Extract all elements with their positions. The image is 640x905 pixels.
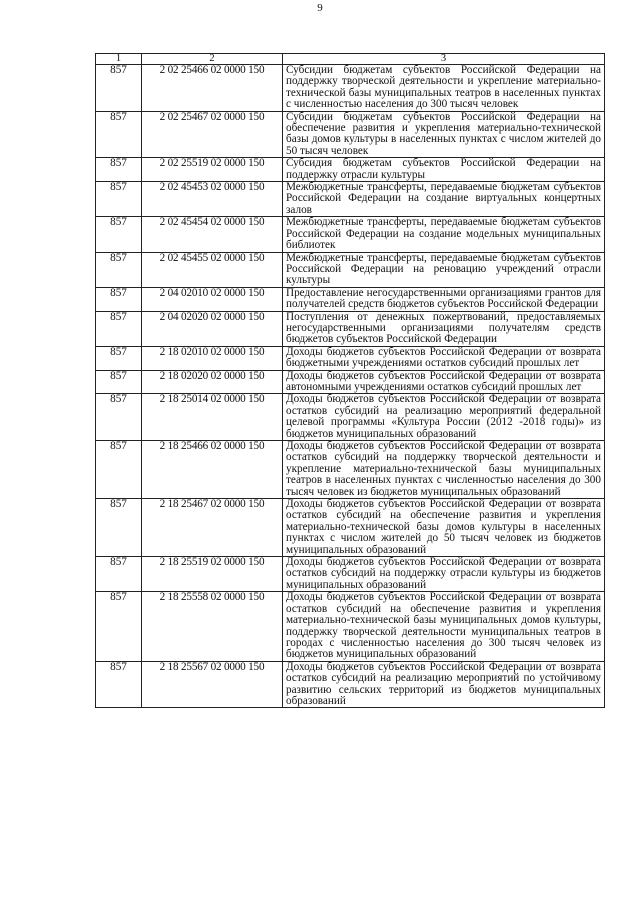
table-header-row [96, 54, 605, 65]
table-row [96, 182, 605, 217]
table-row [96, 217, 605, 252]
revenue-name-cell: Субсидии бюджетам субъектов Российской Федерации на обеспечение развития и укрепления материально-технической базы домов культуры в населенных пунктах с числом жителей до 50 тысяч человек [283, 111, 605, 158]
revenue-codes-table [95, 53, 605, 708]
revenue-name-cell: Поступления от денежных пожертвований, предоставляемых негосударственными организациями получателям средств бюджетов субъектов Российской Федерации [283, 311, 605, 346]
table-row [96, 592, 605, 661]
table-row [96, 158, 605, 182]
revenue-code-cell: 2 02 45455 02 0000 150 [142, 252, 283, 287]
revenue-name-cell: Доходы бюджетов субъектов Российской Федерации от возврата остатков субсидий на реализацию мероприятий по устойчивому развитию сельских территорий из бюджетов муниципальных образований [283, 661, 605, 708]
table-row [96, 287, 605, 311]
revenue-code-cell: 2 02 45454 02 0000 150 [142, 217, 283, 252]
revenue-name-cell: Межбюджетные трансферты, передаваемые бюджетам субъектов Российской Федерации на создание виртуальных концертных залов [283, 182, 605, 217]
admin-code-cell: 857 [96, 394, 142, 441]
admin-code-cell: 857 [96, 111, 142, 158]
admin-code-cell: 857 [96, 311, 142, 346]
admin-code-cell: 857 [96, 557, 142, 592]
table-row [96, 441, 605, 499]
revenue-code-cell: 2 18 25014 02 0000 150 [142, 394, 283, 441]
table-row [96, 65, 605, 112]
table-row [96, 252, 605, 287]
revenue-code-cell: 2 18 02010 02 0000 150 [142, 346, 283, 370]
table-row [96, 661, 605, 708]
column-header-1: 1 [96, 54, 142, 65]
revenue-code-cell: 2 04 02020 02 0000 150 [142, 311, 283, 346]
revenue-name-cell: Доходы бюджетов субъектов Российской Федерации от возврата остатков субсидий на обеспечение развития и укрепления материально-технической базы домов культуры в населенных пунктах с числом жителей до 50 тысяч человек из бюджетов муниципальных образований [283, 499, 605, 557]
revenue-code-cell: 2 02 25519 02 0000 150 [142, 158, 283, 182]
table-row [96, 311, 605, 346]
table-row [96, 499, 605, 557]
revenue-code-cell: 2 18 25567 02 0000 150 [142, 661, 283, 708]
column-header-3: 3 [283, 54, 605, 65]
admin-code-cell: 857 [96, 661, 142, 708]
revenue-name-cell: Доходы бюджетов субъектов Российской Федерации от возврата остатков субсидий на обеспечение развития и укрепления материально-технической базы муниципальных домов культуры, поддержку творческой деятельности муниципальных театров в городах с численностью населения до 300 тысяч человек из бюджетов муниципальных образований [283, 592, 605, 661]
table-row [96, 394, 605, 441]
revenue-code-cell: 2 18 25519 02 0000 150 [142, 557, 283, 592]
table-body [96, 65, 605, 708]
admin-code-cell: 857 [96, 346, 142, 370]
revenue-code-cell: 2 18 25467 02 0000 150 [142, 499, 283, 557]
admin-code-cell: 857 [96, 65, 142, 112]
revenue-name-cell: Субсидии бюджетам субъектов Российской Федерации на поддержку творческой деятельности и укрепление материально-технической базы муниципальных театров в населенных пунктах с численностью населения до 300 тысяч человек [283, 65, 605, 112]
admin-code-cell: 857 [96, 252, 142, 287]
revenue-code-cell: 2 04 02010 02 0000 150 [142, 287, 283, 311]
revenue-code-cell: 2 02 45453 02 0000 150 [142, 182, 283, 217]
revenue-code-cell: 2 02 25467 02 0000 150 [142, 111, 283, 158]
table-row [96, 557, 605, 592]
admin-code-cell: 857 [96, 217, 142, 252]
revenue-name-cell: Доходы бюджетов субъектов Российской Федерации от возврата остатков субсидий на реализацию мероприятий федеральной целевой программы «Культура России (2012 -2018 годы)» из бюджетов муниципальных образований [283, 394, 605, 441]
table-row [96, 346, 605, 370]
table-row [96, 370, 605, 394]
revenue-code-cell: 2 02 25466 02 0000 150 [142, 65, 283, 112]
admin-code-cell: 857 [96, 499, 142, 557]
revenue-name-cell: Субсидия бюджетам субъектов Российской Федерации на поддержку отрасли культуры [283, 158, 605, 182]
revenue-code-cell: 2 18 25558 02 0000 150 [142, 592, 283, 661]
admin-code-cell: 857 [96, 287, 142, 311]
column-header-2: 2 [142, 54, 283, 65]
admin-code-cell: 857 [96, 158, 142, 182]
table-row [96, 111, 605, 158]
revenue-name-cell: Межбюджетные трансферты, передаваемые бюджетам субъектов Российской Федерации на создание модельных муниципальных библиотек [283, 217, 605, 252]
page-number: 9 [317, 2, 323, 14]
revenue-code-cell: 2 18 25466 02 0000 150 [142, 441, 283, 499]
revenue-name-cell: Предоставление негосударственными организациями грантов для получателей средств бюджетов субъектов Российской Федерации [283, 287, 605, 311]
revenue-name-cell: Межбюджетные трансферты, передаваемые бюджетам субъектов Российской Федерации на реновацию учреждений отрасли культуры [283, 252, 605, 287]
revenue-name-cell: Доходы бюджетов субъектов Российской Федерации от возврата остатков субсидий на поддержку творческой деятельности и укрепление материально-технической базы муниципальных театров в населенных пунктах с численностью населения до 300 тысяч человек из бюджетов муниципальных образований [283, 441, 605, 499]
admin-code-cell: 857 [96, 182, 142, 217]
revenue-name-cell: Доходы бюджетов субъектов Российской Федерации от возврата остатков субсидий на поддержку отрасли культуры из бюджетов муниципальных образований [283, 557, 605, 592]
revenue-name-cell: Доходы бюджетов субъектов Российской Федерации от возврата автономными учреждениями остатков субсидий прошлых лет [283, 370, 605, 394]
revenue-code-cell: 2 18 02020 02 0000 150 [142, 370, 283, 394]
admin-code-cell: 857 [96, 441, 142, 499]
revenue-name-cell: Доходы бюджетов субъектов Российской Федерации от возврата бюджетными учреждениями остатков субсидий прошлых лет [283, 346, 605, 370]
admin-code-cell: 857 [96, 370, 142, 394]
admin-code-cell: 857 [96, 592, 142, 661]
